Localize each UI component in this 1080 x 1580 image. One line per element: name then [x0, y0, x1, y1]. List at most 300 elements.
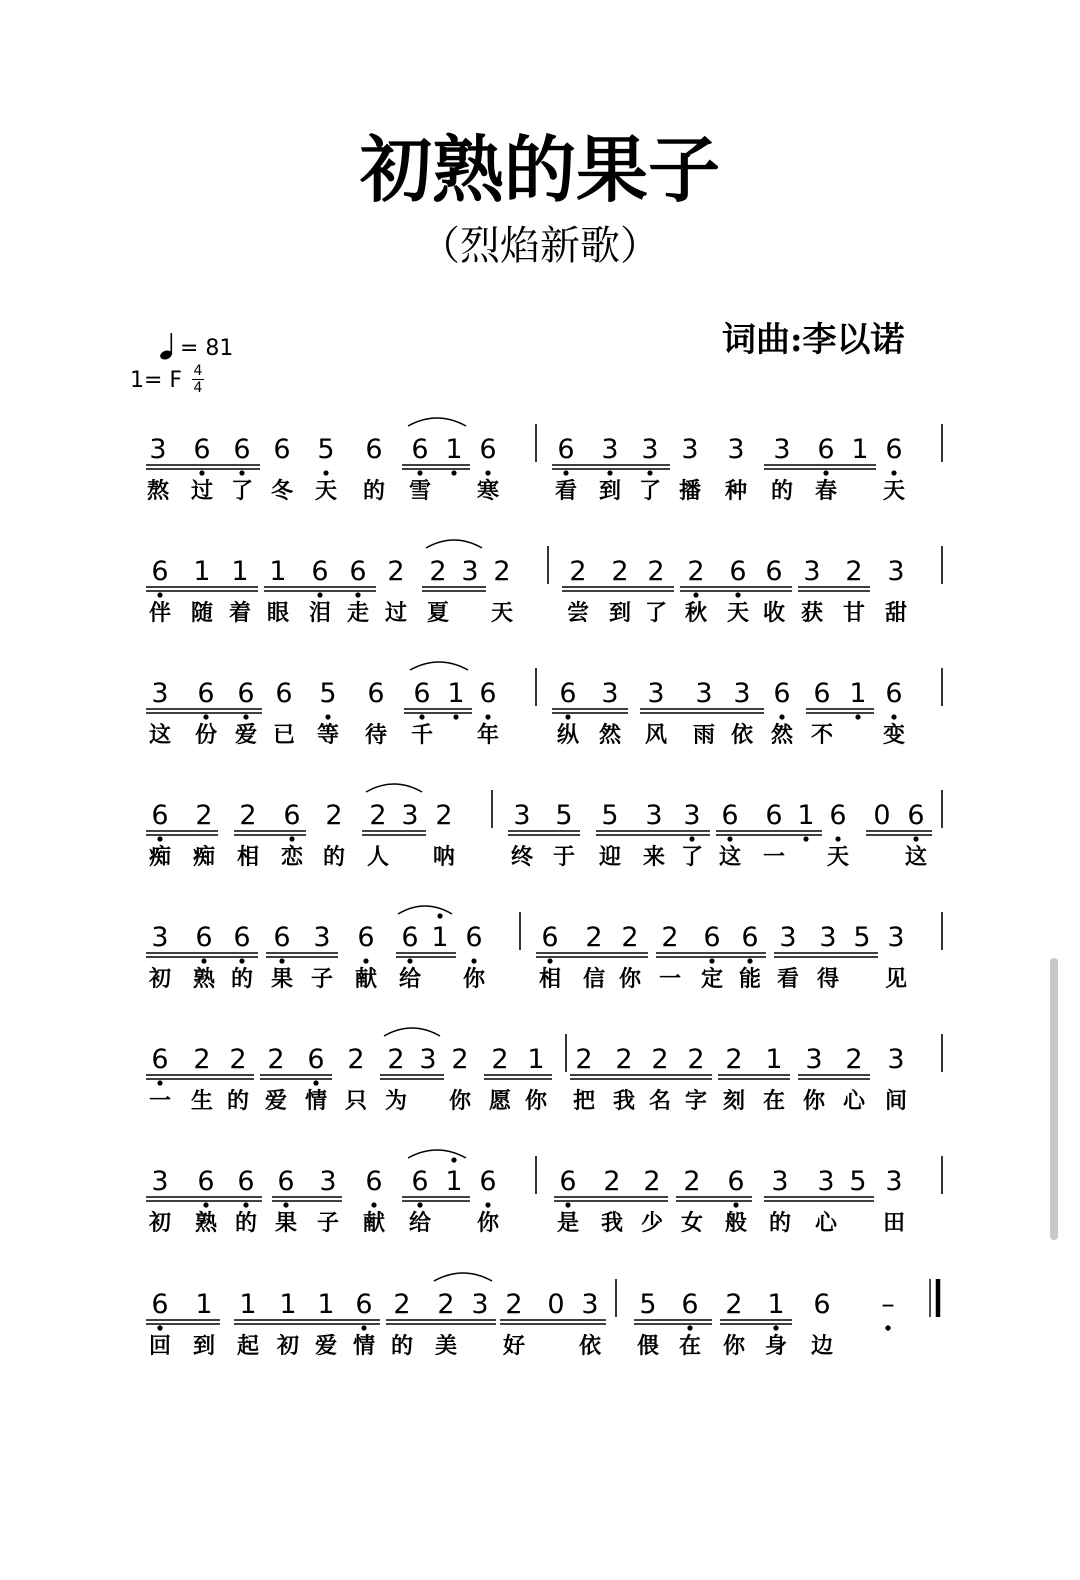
low-octave-dot — [773, 1325, 778, 1330]
lyric-char: 伴 — [148, 601, 172, 626]
slur-arc — [366, 784, 422, 792]
note-number: 3 — [773, 434, 791, 465]
low-octave-dot — [355, 592, 360, 597]
note-number: 6 — [907, 800, 925, 831]
lyric-char: 然 — [598, 723, 622, 748]
note-number: 2 — [661, 922, 679, 953]
low-octave-dot — [735, 592, 740, 597]
low-octave-dot — [485, 470, 490, 475]
lyric-char: 的 — [768, 1211, 792, 1236]
low-octave-dot — [885, 1325, 890, 1330]
low-octave-dot — [317, 592, 322, 597]
lyric-char: 风 — [644, 723, 668, 748]
note-number: 1 — [849, 678, 867, 709]
note-number: 2 — [267, 1044, 285, 1075]
note-number: 3 — [313, 922, 331, 953]
note-number: 3 — [319, 1166, 337, 1197]
note-number: 6 — [411, 1166, 429, 1197]
lyric-char: 好 — [502, 1334, 526, 1359]
note-number: 6 — [813, 678, 831, 709]
low-octave-dot — [607, 470, 612, 475]
note-number: 1 — [767, 1289, 785, 1320]
note-number: 6 — [273, 434, 291, 465]
note-number: 2 — [611, 556, 629, 587]
note-number: 6 — [479, 434, 497, 465]
slur-arc — [434, 1273, 492, 1281]
note-number: 3 — [601, 434, 619, 465]
note-number: 6 — [283, 800, 301, 831]
note-number: 3 — [645, 800, 663, 831]
lyric-char: 天 — [314, 479, 338, 504]
score-system — [146, 784, 942, 870]
lyric-char: 天 — [882, 479, 906, 504]
low-octave-dot — [693, 592, 698, 597]
lyric-char: 这 — [148, 723, 172, 748]
lyric-char: 定 — [700, 967, 724, 992]
lyric-char: 情 — [352, 1334, 376, 1359]
note-number: 3 — [885, 1166, 903, 1197]
note-number: 3 — [887, 922, 905, 953]
low-octave-dot — [283, 1202, 288, 1207]
song-subtitle: （烈焰新歌） — [420, 223, 660, 269]
lyric-char: 你 — [618, 967, 642, 992]
note-number: 6 — [681, 1289, 699, 1320]
note-number: 1 — [279, 1289, 297, 1320]
lyric-char: 了 — [644, 601, 668, 626]
lyric-char: 一 — [148, 1089, 172, 1114]
note-number: 2 — [575, 1044, 593, 1075]
note-number: 3 — [401, 800, 419, 831]
note-number: 5 — [317, 434, 335, 465]
note-number: 1 — [851, 434, 869, 465]
lyric-char: 的 — [390, 1334, 414, 1359]
lyric-char: 已 — [272, 723, 296, 748]
note-number: 2 — [651, 1044, 669, 1075]
note-number: 2 — [393, 1289, 411, 1320]
note-number: 2 — [687, 556, 705, 587]
note-number: 6 — [151, 1289, 169, 1320]
note-number: 3 — [513, 800, 531, 831]
low-octave-dot — [157, 1325, 162, 1330]
lyric-char: 种 — [724, 479, 748, 504]
note-number: 1 — [527, 1044, 545, 1075]
lyric-char: 冬 — [270, 479, 294, 504]
note-number: 2 — [347, 1044, 365, 1075]
lyric-char: 变 — [882, 723, 906, 748]
low-octave-dot — [203, 714, 208, 719]
note-number: 6 — [413, 678, 431, 709]
lyric-char: 尝 — [566, 601, 590, 626]
note-number: 6 — [773, 678, 791, 709]
lyric-char: 这 — [904, 845, 928, 870]
note-number: 2 — [387, 1044, 405, 1075]
low-octave-dot — [417, 1202, 422, 1207]
lyric-char: 的 — [770, 479, 794, 504]
lyric-char: 初 — [276, 1334, 300, 1359]
lyric-char: 熟 — [194, 1211, 218, 1236]
lyric-char: 子 — [316, 1211, 340, 1236]
low-octave-dot — [419, 714, 424, 719]
lyric-char: 献 — [354, 967, 378, 992]
lyric-char: 得 — [816, 967, 840, 992]
note-number: 5 — [601, 800, 619, 831]
tempo-value: = 81 — [179, 336, 234, 361]
note-number: 3 — [695, 678, 713, 709]
note-number: 2 — [239, 800, 257, 831]
score-system — [146, 1150, 942, 1236]
low-octave-dot — [891, 470, 896, 475]
lyric-char: 到 — [608, 601, 632, 626]
low-octave-dot — [747, 958, 752, 963]
lyric-char: 雪 — [408, 479, 432, 504]
lyric-char: 的 — [362, 479, 386, 504]
lyric-char: 见 — [884, 967, 908, 992]
lyric-char: 初 — [148, 967, 172, 992]
note-number: 6 — [703, 922, 721, 953]
lyric-char: 情 — [304, 1089, 328, 1114]
low-octave-dot — [563, 470, 568, 475]
lyric-char: 看 — [776, 967, 800, 992]
lyric-char: 恋 — [280, 845, 304, 870]
lyric-char: 的 — [322, 845, 346, 870]
lyric-char: 不 — [810, 723, 834, 748]
time-signature-denominator: 4 — [193, 380, 203, 396]
note-number: 2 — [643, 1166, 661, 1197]
low-octave-dot — [733, 1202, 738, 1207]
slur-arc — [410, 662, 468, 670]
note-number: 2 — [585, 922, 603, 953]
lyric-char: 献 — [362, 1211, 386, 1236]
note-number: 1 — [193, 556, 211, 587]
lyric-char: 只 — [344, 1089, 368, 1114]
lyric-char: 田 — [882, 1211, 906, 1236]
note-number: 1 — [317, 1289, 335, 1320]
lyric-char: 了 — [680, 845, 704, 870]
lyric-char: 迎 — [598, 845, 622, 870]
lyric-char: 能 — [738, 967, 762, 992]
note-number: 6 — [727, 1166, 745, 1197]
low-octave-dot — [313, 1080, 318, 1085]
lyric-char: 于 — [552, 845, 576, 870]
lyric-char: 刻 — [722, 1089, 746, 1114]
note-number: – — [881, 1289, 895, 1320]
note-number: 2 — [437, 1289, 455, 1320]
composer-credit: 词曲:李以诺 — [722, 320, 905, 360]
low-octave-dot — [243, 714, 248, 719]
note-number: 5 — [853, 922, 871, 953]
low-octave-dot — [157, 836, 162, 841]
lyric-char: 般 — [724, 1211, 748, 1236]
lyric-char: 爱 — [314, 1334, 338, 1359]
lyric-char: 熟 — [192, 967, 216, 992]
note-number: 1 — [269, 556, 287, 587]
note-number: 5 — [555, 800, 573, 831]
lyric-char: 初 — [148, 1211, 172, 1236]
note-number: 2 — [615, 1044, 633, 1075]
low-octave-dot — [779, 714, 784, 719]
lyric-char: 收 — [762, 601, 786, 626]
low-octave-dot — [709, 958, 714, 963]
note-number: 2 — [725, 1289, 743, 1320]
lyric-char: 边 — [810, 1334, 834, 1359]
low-octave-dot — [325, 714, 330, 719]
score-system — [146, 418, 942, 504]
lyric-char: 生 — [190, 1089, 214, 1114]
low-octave-dot — [565, 1202, 570, 1207]
note-number: 3 — [419, 1044, 437, 1075]
note-number: 6 — [275, 678, 293, 709]
lyric-char: 人 — [366, 845, 390, 870]
lyric-char: 了 — [230, 479, 254, 504]
note-number: 3 — [581, 1289, 599, 1320]
note-number: 3 — [779, 922, 797, 953]
note-number: 3 — [149, 434, 167, 465]
note-number: 0 — [873, 800, 891, 831]
high-octave-dot — [451, 1157, 456, 1162]
note-number: 6 — [355, 1289, 373, 1320]
song-title: 初熟的果子 — [359, 127, 720, 212]
low-octave-dot — [823, 470, 828, 475]
note-number: 6 — [237, 1166, 255, 1197]
note-number: 1 — [239, 1289, 257, 1320]
note-number: 3 — [887, 556, 905, 587]
note-number: 6 — [233, 434, 251, 465]
note-number: 2 — [845, 556, 863, 587]
lyric-char: 泪 — [308, 601, 332, 626]
slur-arc — [426, 540, 482, 548]
low-octave-dot — [239, 470, 244, 475]
score-system — [146, 906, 942, 992]
note-number: 3 — [151, 1166, 169, 1197]
note-number: 6 — [885, 434, 903, 465]
note-number: 5 — [319, 678, 337, 709]
lyric-char: 一 — [762, 845, 786, 870]
note-number: 6 — [465, 922, 483, 953]
lyric-char: 心 — [814, 1211, 838, 1236]
note-number: 3 — [601, 678, 619, 709]
note-number: 2 — [193, 1044, 211, 1075]
note-number: 3 — [727, 434, 745, 465]
note-number: 6 — [195, 922, 213, 953]
note-number: 2 — [687, 1044, 705, 1075]
note-number: 6 — [233, 922, 251, 953]
slur-arc — [398, 906, 452, 914]
lyric-char: 回 — [148, 1334, 172, 1359]
lyric-char: 子 — [310, 967, 334, 992]
lyric-char: 为 — [384, 1089, 408, 1114]
lyric-char: 雨 — [692, 723, 716, 748]
note-number: 6 — [357, 922, 375, 953]
note-number: 3 — [471, 1289, 489, 1320]
note-number: 3 — [733, 678, 751, 709]
note-number: 2 — [621, 922, 639, 953]
note-number: 2 — [369, 800, 387, 831]
low-octave-dot — [891, 714, 896, 719]
lyric-char: 熬 — [146, 479, 170, 504]
note-number: 2 — [195, 800, 213, 831]
note-number: 6 — [365, 1166, 383, 1197]
lyric-char: 果 — [274, 1211, 298, 1236]
note-number: 3 — [817, 1166, 835, 1197]
note-number: 2 — [505, 1289, 523, 1320]
slur-arc — [408, 1150, 466, 1158]
lyric-char: 心 — [842, 1089, 866, 1114]
note-number: 6 — [401, 922, 419, 953]
note-number: 3 — [151, 678, 169, 709]
lyric-char: 少 — [640, 1211, 664, 1236]
note-number: 6 — [151, 1044, 169, 1075]
note-number: 6 — [559, 678, 577, 709]
note-number: 6 — [557, 434, 575, 465]
low-octave-dot — [687, 1325, 692, 1330]
lyric-char: 是 — [556, 1211, 580, 1236]
note-number: 6 — [197, 1166, 215, 1197]
note-number: 6 — [813, 1289, 831, 1320]
lyric-char: 你 — [476, 1211, 500, 1236]
lyric-char: 字 — [684, 1089, 708, 1114]
note-number: 3 — [887, 1044, 905, 1075]
lyric-char: 天 — [826, 845, 850, 870]
lyric-char: 来 — [642, 845, 666, 870]
score-system — [146, 662, 942, 748]
lyric-char: 在 — [762, 1089, 786, 1114]
note-number: 2 — [603, 1166, 621, 1197]
lyric-char: 走 — [346, 601, 370, 626]
low-octave-dot — [157, 1080, 162, 1085]
lyric-char: 果 — [270, 967, 294, 992]
note-number: 6 — [829, 800, 847, 831]
note-number: 1 — [195, 1289, 213, 1320]
lyric-char: 夏 — [426, 601, 450, 626]
note-number: 6 — [237, 678, 255, 709]
key-signature: 1= F — [130, 368, 183, 393]
lyric-char: 你 — [524, 1089, 548, 1114]
low-octave-dot — [803, 836, 808, 841]
lyric-char: 的 — [234, 1211, 258, 1236]
lyric-char: 依 — [578, 1334, 602, 1359]
lyric-char: 份 — [194, 723, 218, 748]
low-octave-dot — [289, 836, 294, 841]
lyric-char: 起 — [236, 1334, 260, 1359]
lyric-char: 呐 — [432, 845, 456, 870]
lyric-char: 身 — [764, 1334, 788, 1359]
lyric-char: 女 — [680, 1211, 704, 1236]
low-octave-dot — [451, 470, 456, 475]
low-octave-dot — [363, 958, 368, 963]
note-number: 2 — [387, 556, 405, 587]
note-number: 6 — [411, 434, 429, 465]
note-number: 2 — [229, 1044, 247, 1075]
lyric-char: 一 — [658, 967, 682, 992]
lyric-char: 播 — [678, 479, 702, 504]
note-number: 3 — [681, 434, 699, 465]
lyric-char: 然 — [770, 723, 794, 748]
note-number: 1 — [765, 1044, 783, 1075]
note-number: 1 — [447, 678, 465, 709]
score-system — [146, 540, 942, 626]
note-number: 6 — [367, 678, 385, 709]
note-number: 3 — [771, 1166, 789, 1197]
low-octave-dot — [239, 958, 244, 963]
note-number: 6 — [197, 678, 215, 709]
lyric-char: 我 — [600, 1211, 624, 1236]
note-number: 2 — [845, 1044, 863, 1075]
note-number: 3 — [151, 922, 169, 953]
lyric-char: 春 — [814, 479, 838, 504]
lyric-char: 眼 — [266, 601, 290, 626]
lyric-char: 你 — [462, 967, 486, 992]
lyric-char: 相 — [236, 845, 260, 870]
lyric-char: 爱 — [234, 723, 258, 748]
note-number: 2 — [429, 556, 447, 587]
low-octave-dot — [371, 1202, 376, 1207]
note-number: 2 — [725, 1044, 743, 1075]
note-number: 1 — [797, 800, 815, 831]
low-octave-dot — [361, 1325, 366, 1330]
lyric-char: 给 — [408, 1211, 432, 1236]
lyric-char: 天 — [726, 601, 750, 626]
note-number: 3 — [641, 434, 659, 465]
note-number: 6 — [559, 1166, 577, 1197]
lyric-char: 的 — [226, 1089, 250, 1114]
lyric-char: 甜 — [884, 601, 908, 626]
lyric-char: 美 — [434, 1334, 458, 1359]
low-octave-dot — [485, 1202, 490, 1207]
lyric-char: 偎 — [636, 1334, 660, 1359]
low-octave-dot — [157, 592, 162, 597]
low-octave-dot — [279, 958, 284, 963]
note-number: 6 — [151, 556, 169, 587]
lyric-char: 的 — [230, 967, 254, 992]
lyric-char: 看 — [554, 479, 578, 504]
lyric-char: 这 — [718, 845, 742, 870]
lyric-char: 寒 — [476, 479, 500, 504]
low-octave-dot — [647, 470, 652, 475]
lyric-char: 痴 — [192, 845, 216, 870]
lyric-char: 痴 — [148, 845, 172, 870]
vertical-scrollbar[interactable] — [1050, 958, 1058, 1240]
low-octave-dot — [855, 714, 860, 719]
note-number: 6 — [273, 922, 291, 953]
lyric-char: 纵 — [556, 723, 580, 748]
score-system — [146, 1028, 942, 1114]
note-number: 6 — [307, 1044, 325, 1075]
note-number: 6 — [729, 556, 747, 587]
lyric-char: 你 — [722, 1334, 746, 1359]
lyric-char: 千 — [410, 723, 434, 748]
slur-arc — [408, 418, 466, 426]
note-number: 1 — [231, 556, 249, 587]
note-number: 2 — [491, 1044, 509, 1075]
lyric-char: 到 — [598, 479, 622, 504]
note-number: 5 — [639, 1289, 657, 1320]
lyric-char: 待 — [364, 723, 388, 748]
low-octave-dot — [453, 714, 458, 719]
low-octave-dot — [243, 1202, 248, 1207]
lyric-char: 终 — [510, 845, 534, 870]
lyric-char: 爱 — [264, 1089, 288, 1114]
lyric-char: 依 — [730, 723, 754, 748]
note-number: 6 — [885, 678, 903, 709]
lyric-char: 愿 — [488, 1089, 512, 1114]
note-number: 3 — [819, 922, 837, 953]
low-octave-dot — [471, 958, 476, 963]
lyric-char: 相 — [538, 967, 562, 992]
note-number: 6 — [193, 434, 211, 465]
low-octave-dot — [417, 470, 422, 475]
lyric-char: 把 — [572, 1089, 596, 1114]
note-number: 6 — [277, 1166, 295, 1197]
